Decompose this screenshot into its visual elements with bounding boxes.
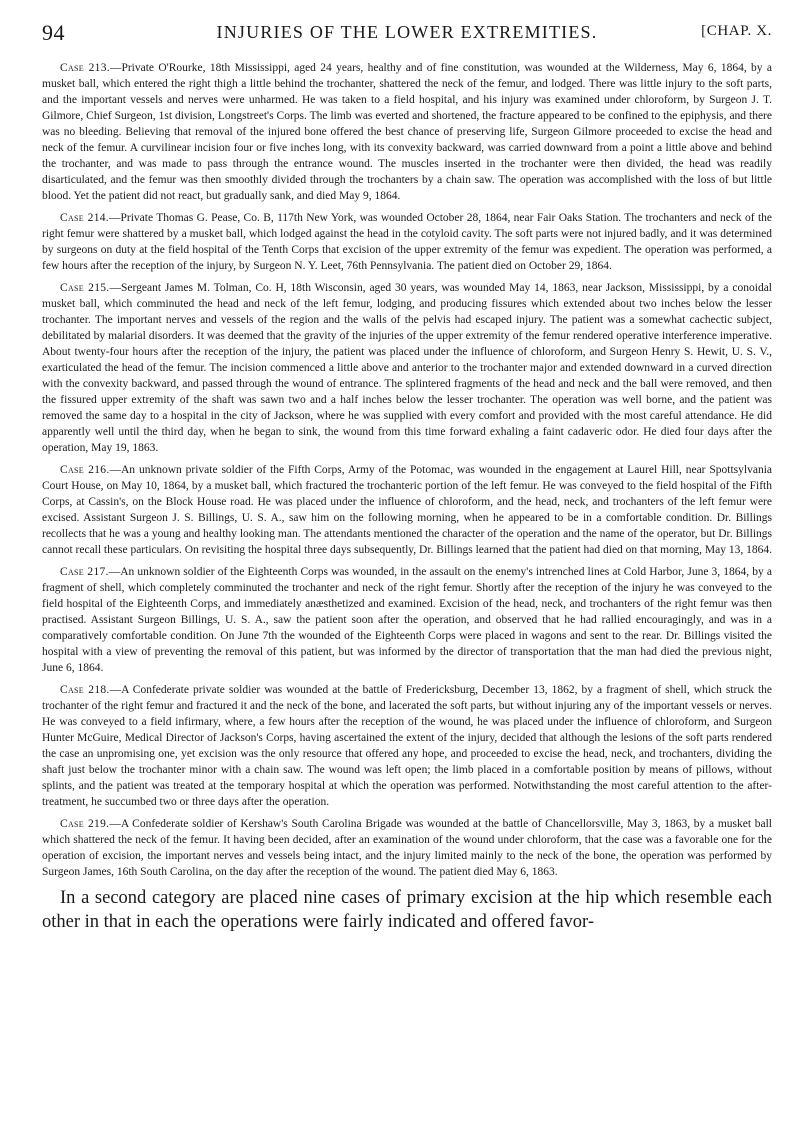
case-text: —Sergeant James M. Tolman, Co. H, 18th Wisconsin, aged 30 years, was wounded May 14, 1863, near Jackson, Mississippi, by a conoidal musket ball, which comminuted the head and neck of the left femur, lodging, and producing fissures which extended about two inches below the lesser trochanter. The important nerves and vessels of the region and the walls of the pelvis had escaped injury. The patient was a somewhat cachectic subject, debilitated by malarial disorders. It was deemed that the gravity of the injuries of the upper extremity of the femur rendered operative interference imperative. About twenty-four hours after the reception of the injury, the patient was placed under the influence of chloroform, and Surgeon Henry S. Hewit, U. S. V., exarticulated the head of the femur. The incision commenced a little above and anterior to the trochanter major and extended downward in a curved direction with the convexity backward, and passed through the wound of entrance. The splintered fragments of the head and neck and the ball were removed, and then the fissured upper extremity of the shaft was sawn two and a half inches below the lesser trochanter. The operation was well borne, and the patient was removed the same day to a hospital in the city of Jackson, where he was supplied with every comfort and provided with the most careful attendance. He did apparently well until the third day, when he began to sink, the wound from this time forward exhaling a faint cadaveric odor. He died four days after the operation, May 19, 1863. xyxy=(42,282,772,454)
page-number: 94 xyxy=(42,20,65,45)
case-text: —Private Thomas G. Pease, Co. B, 117th New York, was wounded October 28, 1864, near Fair Oaks Station. The trochanters and neck of the right femur were shattered by a musket ball, which lodged against the head in the cotyloid cavity. The soft parts were not injured badly, and it was determined by surgeons on duty at the field hospital of the Tenth Corps that excision of the upper extremity of the femur was expedient. The operation was performed, a few hours after the reception of the injury, by Surgeon N. Y. Leet, 76th Pennsylvania. The patient died on October 29, 1864. xyxy=(42,212,772,272)
case-text: —An unknown private soldier of the Fifth Corps, Army of the Potomac, was wounded in the engagement at Laurel Hill, near Spottsylvania Court House, on May 10, 1864, by a musket ball, which fractured the trochanteric portion of the left femur. He was conveyed to the field hospital of the Fifth Corps, at Cassin's, on the Block House road. He was placed under the influence of chloroform, and the head, neck, and trochanters of the left femur were excised. Assistant Surgeon J. S. Billings, U. S. A., saw him on the following morning, when he appeared to be in a comfortable condition. Dr. Billings recollects that he was a young and healthy looking man. The attendants mentioned the character of the operation and the name of the operator, but Dr. Billings cannot recall these particulars. On revisiting the hospital three days subsequently, Dr. Billings learned that the patient had died on that morning, May 13, 1864. xyxy=(42,464,772,556)
case-text: —A Confederate private soldier was wounded at the battle of Fredericksburg, December 13, 1862, by a fragment of shell, which struck the trochanter of the right femur and fractured it and the neck of the bone, and lacerated the soft parts, but without injuring any of the important vessels or nerves. He was conveyed to a field infirmary, where, a few hours after the reception of the wound, he was placed under the influence of chloroform, and Surgeon Hunter McGuire, Medical Director of Jackson's Corps, having ascertained the extent of the injury, decided that although the lesions of the soft parts rendered the case an unpromising one, yet excision was the only resource that offered any hope, and proceeded to excise the head, neck, and trochanters, dividing the shaft just below the trochanter minor with a chain saw. The wound was left open; the limb placed in a comfortable position by means of pillows, without splints, and the patient was treated at the temporary hospital at which the operation was performed. Notwithstanding the most careful attention to the after-treatment, he succumbed two or three days after the operation. xyxy=(42,684,772,808)
case-label: Case 219. xyxy=(60,818,110,830)
running-head xyxy=(42,20,772,54)
case-label: Case 215. xyxy=(60,282,110,294)
case-215 xyxy=(42,280,772,456)
running-title: INJURIES OF THE LOWER EXTREMITIES. xyxy=(216,22,598,42)
case-label: Case 214. xyxy=(60,212,109,224)
case-214 xyxy=(42,210,772,274)
case-text: —Private O'Rourke, 18th Mississippi, aged 24 years, healthy and of fine constitution, was wounded at the Wilderness, May 6, 1864, by a musket ball, which entered the right thigh a little behind the trochanter, shattered the neck of the femur, and lodged. There was little injury to the soft parts, and the important vessels and nerves were unharmed. He was taken to a field hospital, and his injury was examined under chloroform, by Surgeon J. T. Gilmore, Chief Surgeon, 1st division, Longstreet's Corps. The limb was everted and shortened, the fracture appeared to be confined to the epiphysis, and there was no bleeding. Believing that removal of the injured bone offered the best chance of preserving life, Surgeon Gilmore proceeded to excise the head and neck of the femur. A curvilinear incision four or five inches long, with its convexity backward, was carried downward from a point a little above and behind the trochanter, and was made to pass through the entrance wound. The muscles inserted in the trochanter were then divided, the head was readily disarticulated, and the femur was then smoothly divided through the trochanters by a chain saw. The operation was accomplished with the loss of but little blood. Yet the patient did not react, but gradually sank, and died May 9, 1864. xyxy=(42,62,772,202)
case-list xyxy=(42,60,772,880)
case-label: Case 217. xyxy=(60,566,109,578)
closing-paragraph: In a second category are placed nine cases of primary excision at the hip which resemble each other in that in each the operations were fairly indicated and offered favor- xyxy=(42,888,772,932)
case-218 xyxy=(42,682,772,810)
case-216 xyxy=(42,462,772,558)
case-label: Case 213. xyxy=(60,62,110,74)
case-label: Case 218. xyxy=(60,684,110,696)
case-213 xyxy=(42,60,772,204)
case-label: Case 216. xyxy=(60,464,110,476)
case-219 xyxy=(42,816,772,880)
chapter-label: [CHAP. X. xyxy=(701,23,772,39)
case-217 xyxy=(42,564,772,676)
case-text: —A Confederate soldier of Kershaw's South Carolina Brigade was wounded at the battle of Chancellorsville, May 3, 1863, by a musket ball which shattered the neck of the femur. It having been decided, after an examination of the wound under chloroform, that the case was a favorable one for the operation of excision, the important nerves and vessels being intact, and the injury limited mainly to the neck of the bone, the operation was performed by Surgeon James, 16th South Carolina, on the day after the reception of the wound. The patient died May 6, 1863. xyxy=(42,818,772,878)
case-text: —An unknown soldier of the Eighteenth Corps was wounded, in the assault on the enemy's intrenched lines at Cold Harbor, June 3, 1864, by a fragment of shell, which completely comminuted the trochanter and neck of the right femur. Shortly after the reception of the injury he was conveyed to the field hospital of the Eighteenth Corps, and immediately anæsthetized and examined. Excision of the head, neck, and trochanters of the right femur was then practised. Assistant Surgeon Billings, U. S. A., saw the patient soon after the operation, and observed that he had rallied encouragingly, and was in a comparatively comfortable condition. On June 7th the wounded of the Eighteenth Corps were placed in wagons and sent to the rear. Dr. Billings visited the hospital with a view of preventing the removal of this patient, but was informed by the director of transportation that the man had died the previous night, June 6, 1864. xyxy=(42,566,772,674)
